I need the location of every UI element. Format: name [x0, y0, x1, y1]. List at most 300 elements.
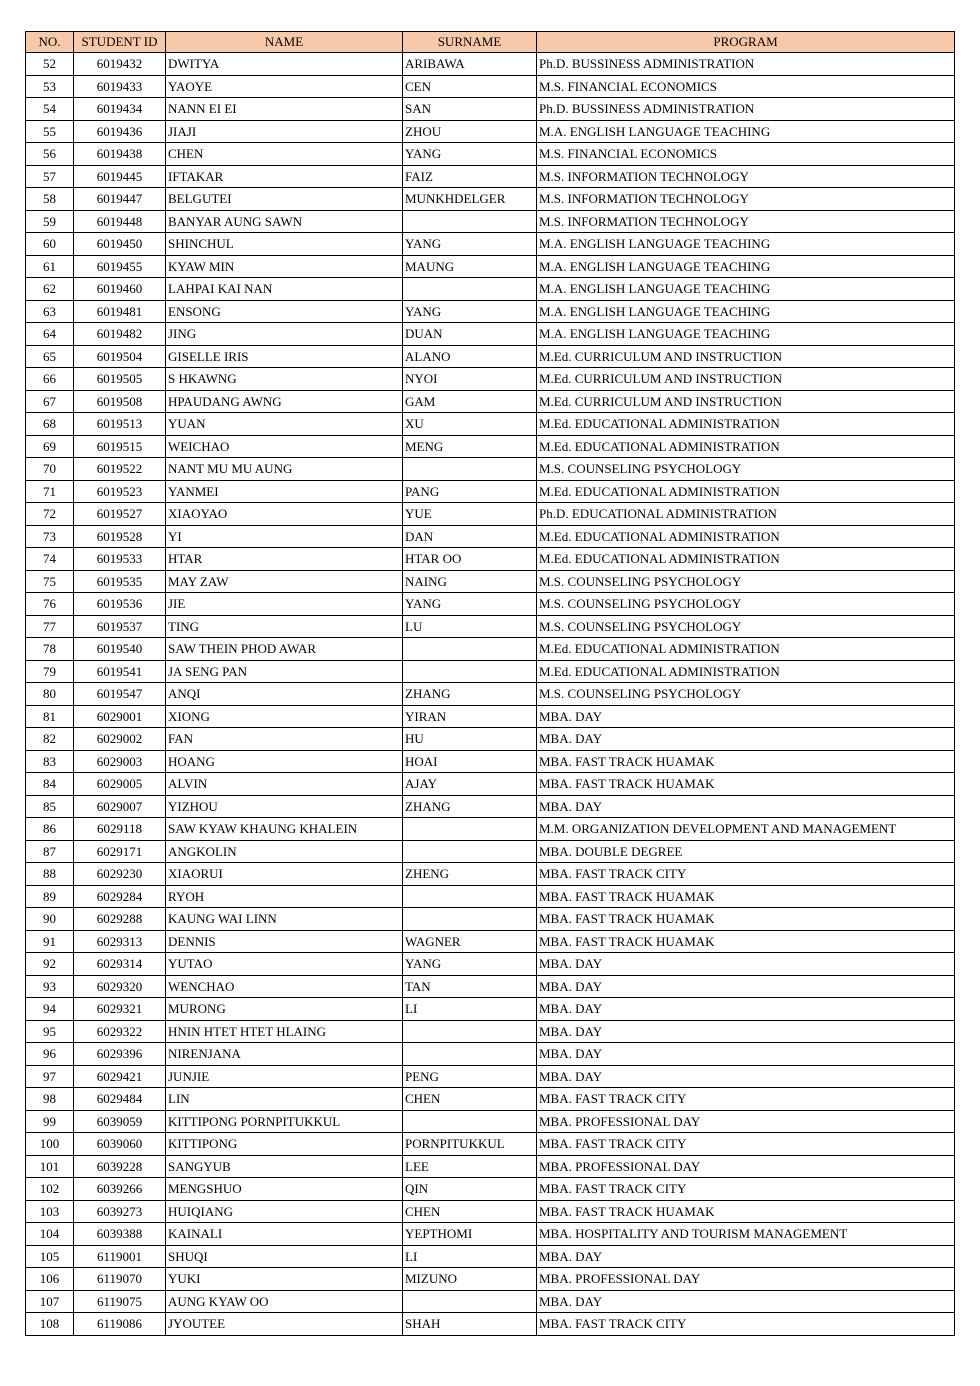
- student-id-cell: 6029484: [74, 1088, 166, 1111]
- surname-cell: ZHENG: [403, 863, 537, 886]
- student-id-cell: 6029005: [74, 773, 166, 796]
- program-cell: M.A. ENGLISH LANGUAGE TEACHING: [537, 278, 955, 301]
- surname-cell: [403, 638, 537, 661]
- surname-cell: AJAY: [403, 773, 537, 796]
- table-row: [26, 233, 955, 256]
- program-cell: M.S. INFORMATION TECHNOLOGY: [537, 188, 955, 211]
- row-number: 55: [26, 120, 74, 143]
- surname-cell: LEE: [403, 1155, 537, 1178]
- surname-cell: LI: [403, 998, 537, 1021]
- student-id-cell: 6019522: [74, 458, 166, 481]
- row-number: 66: [26, 368, 74, 391]
- table-row: [26, 998, 955, 1021]
- name-cell: YUKI: [166, 1268, 403, 1291]
- student-id-cell: 6029118: [74, 818, 166, 841]
- table-row: [26, 1088, 955, 1111]
- surname-cell: DUAN: [403, 323, 537, 346]
- name-cell: NIRENJANA: [166, 1043, 403, 1066]
- program-cell: MBA. FAST TRACK CITY: [537, 863, 955, 886]
- row-number: 89: [26, 885, 74, 908]
- name-cell: KITTIPONG: [166, 1133, 403, 1156]
- student-id-cell: 6029321: [74, 998, 166, 1021]
- surname-cell: HTAR OO: [403, 548, 537, 571]
- table-row: [26, 1133, 955, 1156]
- program-cell: M.M. ORGANIZATION DEVELOPMENT AND MANAGEMENT: [537, 818, 955, 841]
- program-cell: M.Ed. CURRICULUM AND INSTRUCTION: [537, 368, 955, 391]
- table-row: [26, 503, 955, 526]
- program-cell: MBA. DAY: [537, 1065, 955, 1088]
- table-row: [26, 345, 955, 368]
- name-cell: BELGUTEI: [166, 188, 403, 211]
- surname-cell: ZHANG: [403, 795, 537, 818]
- name-cell: NANT MU MU AUNG: [166, 458, 403, 481]
- name-cell: HTAR: [166, 548, 403, 571]
- program-cell: M.Ed. CURRICULUM AND INSTRUCTION: [537, 345, 955, 368]
- program-cell: MBA. DOUBLE DEGREE: [537, 840, 955, 863]
- student-id-cell: 6039273: [74, 1200, 166, 1223]
- surname-cell: NYOI: [403, 368, 537, 391]
- student-id-cell: 6019533: [74, 548, 166, 571]
- table-row: [26, 165, 955, 188]
- program-cell: M.S. FINANCIAL ECONOMICS: [537, 75, 955, 98]
- program-cell: M.Ed. EDUCATIONAL ADMINISTRATION: [537, 638, 955, 661]
- name-cell: YIZHOU: [166, 795, 403, 818]
- name-cell: ENSONG: [166, 300, 403, 323]
- table-row: [26, 660, 955, 683]
- program-cell: Ph.D. BUSSINESS ADMINISTRATION: [537, 53, 955, 76]
- name-cell: NANN EI EI: [166, 98, 403, 121]
- surname-cell: CHEN: [403, 1088, 537, 1111]
- name-cell: YANMEI: [166, 480, 403, 503]
- surname-cell: HOAI: [403, 750, 537, 773]
- table-row: [26, 278, 955, 301]
- row-number: 54: [26, 98, 74, 121]
- program-cell: M.A. ENGLISH LANGUAGE TEACHING: [537, 120, 955, 143]
- name-cell: SAW KYAW KHAUNG KHALEIN: [166, 818, 403, 841]
- student-id-cell: 6039059: [74, 1110, 166, 1133]
- program-cell: MBA. PROFESSIONAL DAY: [537, 1155, 955, 1178]
- program-cell: M.S. COUNSELING PSYCHOLOGY: [537, 683, 955, 706]
- student-id-cell: 6029002: [74, 728, 166, 751]
- table-row: [26, 1290, 955, 1313]
- student-id-cell: 6019547: [74, 683, 166, 706]
- program-cell: MBA. FAST TRACK HUAMAK: [537, 930, 955, 953]
- student-id-cell: 6039228: [74, 1155, 166, 1178]
- row-number: 86: [26, 818, 74, 841]
- surname-cell: CEN: [403, 75, 537, 98]
- name-cell: SHINCHUL: [166, 233, 403, 256]
- student-id-cell: 6019541: [74, 660, 166, 683]
- surname-cell: YANG: [403, 233, 537, 256]
- surname-cell: SAN: [403, 98, 537, 121]
- program-cell: M.Ed. EDUCATIONAL ADMINISTRATION: [537, 660, 955, 683]
- name-cell: WENCHAO: [166, 975, 403, 998]
- student-id-cell: 6019523: [74, 480, 166, 503]
- row-number: 87: [26, 840, 74, 863]
- surname-cell: [403, 1020, 537, 1043]
- table-row: [26, 728, 955, 751]
- row-number: 69: [26, 435, 74, 458]
- row-number: 53: [26, 75, 74, 98]
- table-row: [26, 368, 955, 391]
- table-row: [26, 1223, 955, 1246]
- program-cell: MBA. HOSPITALITY AND TOURISM MANAGEMENT: [537, 1223, 955, 1246]
- header-program: PROGRAM: [537, 32, 955, 53]
- name-cell: JIAJI: [166, 120, 403, 143]
- program-cell: M.A. ENGLISH LANGUAGE TEACHING: [537, 255, 955, 278]
- row-number: 84: [26, 773, 74, 796]
- program-cell: M.S. COUNSELING PSYCHOLOGY: [537, 593, 955, 616]
- student-id-cell: 6019450: [74, 233, 166, 256]
- row-number: 62: [26, 278, 74, 301]
- name-cell: YUTAO: [166, 953, 403, 976]
- student-id-cell: 6119075: [74, 1290, 166, 1313]
- row-number: 83: [26, 750, 74, 773]
- name-cell: GISELLE IRIS: [166, 345, 403, 368]
- table-row: [26, 1043, 955, 1066]
- name-cell: MAY ZAW: [166, 570, 403, 593]
- name-cell: JUNJIE: [166, 1065, 403, 1088]
- name-cell: HNIN HTET HTET HLAING: [166, 1020, 403, 1043]
- name-cell: SANGYUB: [166, 1155, 403, 1178]
- table-row: [26, 1268, 955, 1291]
- student-id-cell: 6019527: [74, 503, 166, 526]
- student-id-cell: 6019535: [74, 570, 166, 593]
- student-id-cell: 6019436: [74, 120, 166, 143]
- program-cell: M.A. ENGLISH LANGUAGE TEACHING: [537, 323, 955, 346]
- student-id-cell: 6019515: [74, 435, 166, 458]
- table-row: [26, 120, 955, 143]
- program-cell: M.S. INFORMATION TECHNOLOGY: [537, 165, 955, 188]
- program-cell: M.Ed. EDUCATIONAL ADMINISTRATION: [537, 413, 955, 436]
- student-id-cell: 6019528: [74, 525, 166, 548]
- row-number: 99: [26, 1110, 74, 1133]
- table-row: [26, 863, 955, 886]
- program-cell: MBA. PROFESSIONAL DAY: [537, 1268, 955, 1291]
- table-row: [26, 458, 955, 481]
- row-number: 101: [26, 1155, 74, 1178]
- name-cell: SHUQI: [166, 1245, 403, 1268]
- name-cell: DENNIS: [166, 930, 403, 953]
- row-number: 72: [26, 503, 74, 526]
- student-id-cell: 6019448: [74, 210, 166, 233]
- name-cell: IFTAKAR: [166, 165, 403, 188]
- student-id-cell: 6119001: [74, 1245, 166, 1268]
- student-id-cell: 6039266: [74, 1178, 166, 1201]
- surname-cell: YANG: [403, 300, 537, 323]
- surname-cell: ZHOU: [403, 120, 537, 143]
- program-cell: M.A. ENGLISH LANGUAGE TEACHING: [537, 233, 955, 256]
- student-list-sheet: [25, 31, 954, 1336]
- program-cell: M.A. ENGLISH LANGUAGE TEACHING: [537, 300, 955, 323]
- row-number: 79: [26, 660, 74, 683]
- header-student-id: STUDENT ID: [74, 32, 166, 53]
- table-row: [26, 1245, 955, 1268]
- surname-cell: HU: [403, 728, 537, 751]
- table-row: [26, 1020, 955, 1043]
- name-cell: MURONG: [166, 998, 403, 1021]
- row-number: 108: [26, 1313, 74, 1336]
- surname-cell: ARIBAWA: [403, 53, 537, 76]
- surname-cell: SHAH: [403, 1313, 537, 1336]
- table-row: [26, 1178, 955, 1201]
- program-cell: M.S. COUNSELING PSYCHOLOGY: [537, 570, 955, 593]
- row-number: 77: [26, 615, 74, 638]
- name-cell: KITTIPONG PORNPITUKKUL: [166, 1110, 403, 1133]
- name-cell: JIE: [166, 593, 403, 616]
- program-cell: M.S. COUNSELING PSYCHOLOGY: [537, 615, 955, 638]
- student-id-cell: 6029322: [74, 1020, 166, 1043]
- name-cell: ANQI: [166, 683, 403, 706]
- row-number: 81: [26, 705, 74, 728]
- surname-cell: XU: [403, 413, 537, 436]
- table-header-row: [26, 32, 955, 53]
- surname-cell: YIRAN: [403, 705, 537, 728]
- student-id-cell: 6029003: [74, 750, 166, 773]
- name-cell: SAW THEIN PHOD AWAR: [166, 638, 403, 661]
- table-row: [26, 593, 955, 616]
- table-row: [26, 818, 955, 841]
- student-id-cell: 6039388: [74, 1223, 166, 1246]
- program-cell: MBA. FAST TRACK CITY: [537, 1313, 955, 1336]
- student-id-cell: 6029284: [74, 885, 166, 908]
- table-body: [26, 53, 955, 1336]
- name-cell: LIN: [166, 1088, 403, 1111]
- student-id-cell: 6029421: [74, 1065, 166, 1088]
- student-id-cell: 6019537: [74, 615, 166, 638]
- student-id-cell: 6029230: [74, 863, 166, 886]
- table-row: [26, 525, 955, 548]
- program-cell: M.S. COUNSELING PSYCHOLOGY: [537, 458, 955, 481]
- row-number: 105: [26, 1245, 74, 1268]
- program-cell: MBA. FAST TRACK HUAMAK: [537, 750, 955, 773]
- name-cell: WEICHAO: [166, 435, 403, 458]
- row-number: 73: [26, 525, 74, 548]
- surname-cell: NAING: [403, 570, 537, 593]
- name-cell: YAOYE: [166, 75, 403, 98]
- student-id-cell: 6019540: [74, 638, 166, 661]
- table-row: [26, 750, 955, 773]
- surname-cell: MAUNG: [403, 255, 537, 278]
- student-id-cell: 6019481: [74, 300, 166, 323]
- table-row: [26, 705, 955, 728]
- row-number: 57: [26, 165, 74, 188]
- student-id-cell: 6029007: [74, 795, 166, 818]
- table-row: [26, 323, 955, 346]
- name-cell: JYOUTEE: [166, 1313, 403, 1336]
- student-id-cell: 6029313: [74, 930, 166, 953]
- surname-cell: MIZUNO: [403, 1268, 537, 1291]
- student-id-cell: 6029314: [74, 953, 166, 976]
- program-cell: MBA. FAST TRACK CITY: [537, 1133, 955, 1156]
- row-number: 56: [26, 143, 74, 166]
- program-cell: M.Ed. EDUCATIONAL ADMINISTRATION: [537, 435, 955, 458]
- program-cell: MBA. FAST TRACK HUAMAK: [537, 908, 955, 931]
- name-cell: FAN: [166, 728, 403, 751]
- row-number: 59: [26, 210, 74, 233]
- header-no: NO.: [26, 32, 74, 53]
- surname-cell: [403, 818, 537, 841]
- table-row: [26, 53, 955, 76]
- table-row: [26, 435, 955, 458]
- name-cell: HOANG: [166, 750, 403, 773]
- surname-cell: YEPTHOMI: [403, 1223, 537, 1246]
- row-number: 106: [26, 1268, 74, 1291]
- program-cell: M.Ed. EDUCATIONAL ADMINISTRATION: [537, 480, 955, 503]
- row-number: 61: [26, 255, 74, 278]
- program-cell: M.S. FINANCIAL ECONOMICS: [537, 143, 955, 166]
- row-number: 102: [26, 1178, 74, 1201]
- row-number: 70: [26, 458, 74, 481]
- surname-cell: FAIZ: [403, 165, 537, 188]
- row-number: 97: [26, 1065, 74, 1088]
- name-cell: HUIQIANG: [166, 1200, 403, 1223]
- row-number: 103: [26, 1200, 74, 1223]
- student-id-cell: 6029001: [74, 705, 166, 728]
- student-id-cell: 6019482: [74, 323, 166, 346]
- row-number: 96: [26, 1043, 74, 1066]
- surname-cell: CHEN: [403, 1200, 537, 1223]
- name-cell: KAUNG WAI LINN: [166, 908, 403, 931]
- surname-cell: TAN: [403, 975, 537, 998]
- name-cell: ALVIN: [166, 773, 403, 796]
- surname-cell: PANG: [403, 480, 537, 503]
- surname-cell: [403, 278, 537, 301]
- name-cell: XIAOYAO: [166, 503, 403, 526]
- name-cell: AUNG KYAW OO: [166, 1290, 403, 1313]
- student-id-cell: 6019432: [74, 53, 166, 76]
- row-number: 98: [26, 1088, 74, 1111]
- name-cell: TING: [166, 615, 403, 638]
- program-cell: M.Ed. EDUCATIONAL ADMINISTRATION: [537, 525, 955, 548]
- table-row: [26, 188, 955, 211]
- table-row: [26, 390, 955, 413]
- surname-cell: [403, 458, 537, 481]
- table-row: [26, 908, 955, 931]
- program-cell: MBA. DAY: [537, 1245, 955, 1268]
- program-cell: M.S. INFORMATION TECHNOLOGY: [537, 210, 955, 233]
- surname-cell: [403, 1043, 537, 1066]
- surname-cell: WAGNER: [403, 930, 537, 953]
- name-cell: KAINALI: [166, 1223, 403, 1246]
- table-row: [26, 1065, 955, 1088]
- row-number: 82: [26, 728, 74, 751]
- name-cell: JA SENG PAN: [166, 660, 403, 683]
- row-number: 64: [26, 323, 74, 346]
- table-row: [26, 1110, 955, 1133]
- program-cell: MBA. FAST TRACK HUAMAK: [537, 773, 955, 796]
- table-row: [26, 75, 955, 98]
- program-cell: MBA. DAY: [537, 953, 955, 976]
- surname-cell: ZHANG: [403, 683, 537, 706]
- table-row: [26, 795, 955, 818]
- student-id-cell: 6019433: [74, 75, 166, 98]
- header-name: NAME: [166, 32, 403, 53]
- table-row: [26, 683, 955, 706]
- table-row: [26, 615, 955, 638]
- surname-cell: [403, 885, 537, 908]
- row-number: 68: [26, 413, 74, 436]
- program-cell: MBA. DAY: [537, 728, 955, 751]
- program-cell: MBA. FAST TRACK CITY: [537, 1178, 955, 1201]
- row-number: 93: [26, 975, 74, 998]
- surname-cell: [403, 1290, 537, 1313]
- surname-cell: YANG: [403, 593, 537, 616]
- surname-cell: YANG: [403, 953, 537, 976]
- row-number: 95: [26, 1020, 74, 1043]
- program-cell: MBA. DAY: [537, 795, 955, 818]
- student-id-cell: 6019504: [74, 345, 166, 368]
- name-cell: XIONG: [166, 705, 403, 728]
- row-number: 94: [26, 998, 74, 1021]
- row-number: 100: [26, 1133, 74, 1156]
- table-row: [26, 210, 955, 233]
- table-row: [26, 930, 955, 953]
- row-number: 65: [26, 345, 74, 368]
- row-number: 91: [26, 930, 74, 953]
- surname-cell: MUNKHDELGER: [403, 188, 537, 211]
- student-id-cell: 6019455: [74, 255, 166, 278]
- program-cell: M.Ed. CURRICULUM AND INSTRUCTION: [537, 390, 955, 413]
- row-number: 104: [26, 1223, 74, 1246]
- table-row: [26, 570, 955, 593]
- table-row: [26, 1313, 955, 1336]
- row-number: 88: [26, 863, 74, 886]
- row-number: 80: [26, 683, 74, 706]
- name-cell: YI: [166, 525, 403, 548]
- table-row: [26, 143, 955, 166]
- name-cell: ANGKOLIN: [166, 840, 403, 863]
- name-cell: KYAW MIN: [166, 255, 403, 278]
- name-cell: RYOH: [166, 885, 403, 908]
- student-id-cell: 6029171: [74, 840, 166, 863]
- name-cell: BANYAR AUNG SAWN: [166, 210, 403, 233]
- program-cell: M.Ed. EDUCATIONAL ADMINISTRATION: [537, 548, 955, 571]
- name-cell: S HKAWNG: [166, 368, 403, 391]
- name-cell: LAHPAI KAI NAN: [166, 278, 403, 301]
- row-number: 90: [26, 908, 74, 931]
- student-id-cell: 6019438: [74, 143, 166, 166]
- program-cell: MBA. FAST TRACK HUAMAK: [537, 885, 955, 908]
- surname-cell: YUE: [403, 503, 537, 526]
- name-cell: YUAN: [166, 413, 403, 436]
- surname-cell: PORNPITUKKUL: [403, 1133, 537, 1156]
- table-row: [26, 953, 955, 976]
- program-cell: MBA. DAY: [537, 705, 955, 728]
- table-row: [26, 840, 955, 863]
- surname-cell: YANG: [403, 143, 537, 166]
- row-number: 92: [26, 953, 74, 976]
- name-cell: CHEN: [166, 143, 403, 166]
- row-number: 78: [26, 638, 74, 661]
- student-table: [25, 31, 955, 1336]
- student-id-cell: 6019445: [74, 165, 166, 188]
- program-cell: MBA. FAST TRACK HUAMAK: [537, 1200, 955, 1223]
- student-id-cell: 6019508: [74, 390, 166, 413]
- table-row: [26, 413, 955, 436]
- program-cell: MBA. FAST TRACK CITY: [537, 1088, 955, 1111]
- row-number: 74: [26, 548, 74, 571]
- surname-cell: PENG: [403, 1065, 537, 1088]
- row-number: 76: [26, 593, 74, 616]
- table-row: [26, 975, 955, 998]
- name-cell: DWITYA: [166, 53, 403, 76]
- table-row: [26, 1200, 955, 1223]
- row-number: 60: [26, 233, 74, 256]
- student-id-cell: 6019434: [74, 98, 166, 121]
- table-row: [26, 98, 955, 121]
- surname-cell: ALANO: [403, 345, 537, 368]
